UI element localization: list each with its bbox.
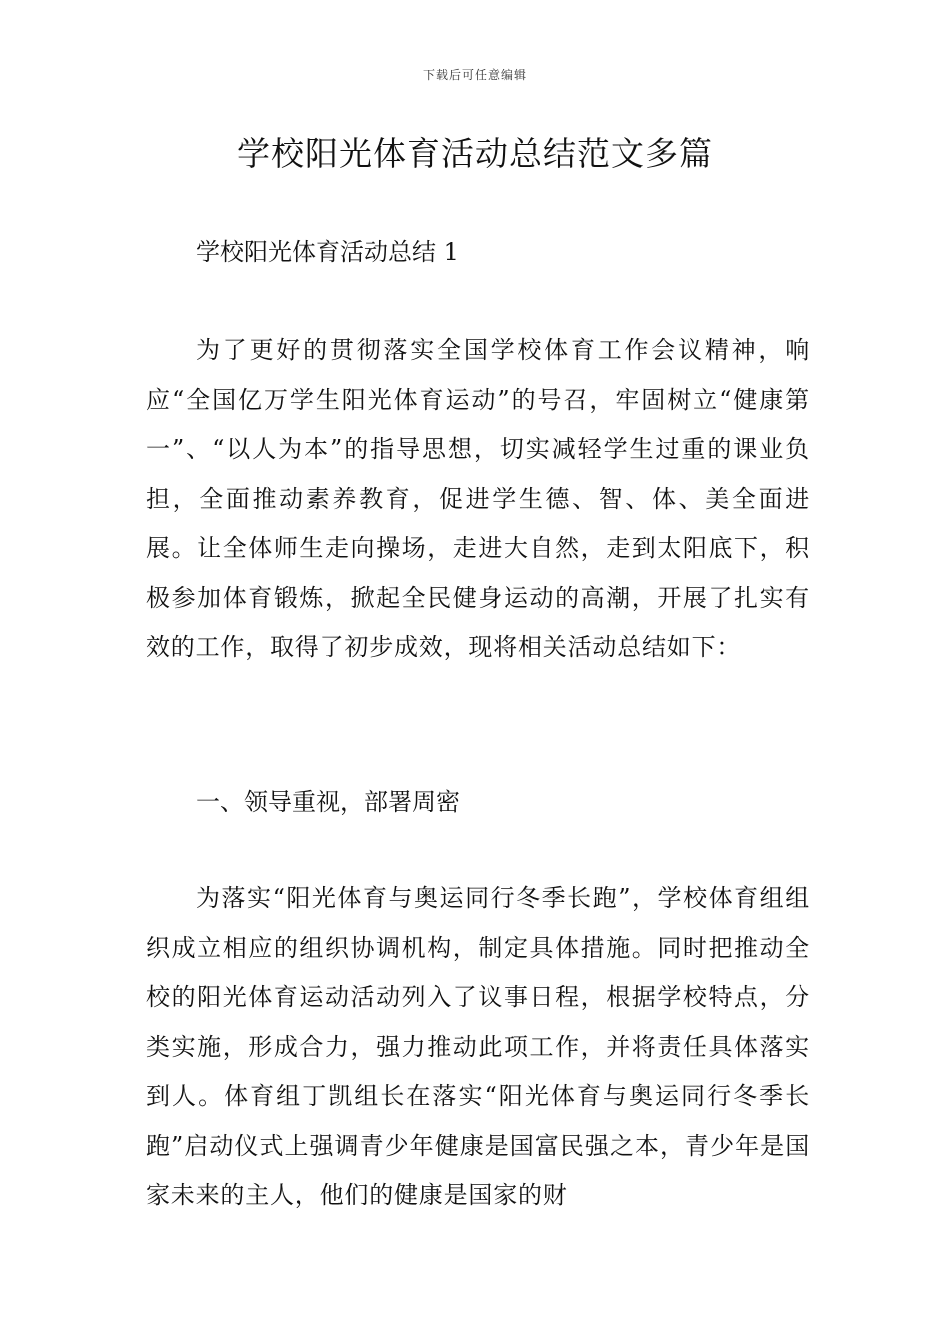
paragraph-leadership: 为落实“阳光体育与奥运同行冬季长跑”，学校体育组组织成立相应的组织协调机构，制定具体措施。同时把推动全校的阳光体育运动活动列入了议事日程，根据学校特点，分类实施，形成合力，强力推动此项工作，并将责任具体落实到人。体育组丁凯组长在落实“阳光体育与奥运同行冬季长跑”启动仪式上强调青少年健康是国富民强之本，青少年是国家未来的主人，他们的健康是国家的财: [146, 884, 810, 1209]
section-title: 学校阳光体育活动总结 1: [196, 238, 459, 266]
page-header-note: 下载后可任意编辑: [422, 68, 527, 82]
document-title: 学校阳光体育活动总结范文多篇: [237, 134, 713, 173]
section-heading-1: 一、领导重视，部署周密: [196, 788, 460, 816]
paragraph-intro: 为了更好的贯彻落实全国学校体育工作会议精神，响应“全国亿万学生阳光体育运动”的号召，牢固树立“健康第一”、“以人为本”的指导思想，切实减轻学生过重的课业负担，全面推动素养教育，促进学生德、智、体、美全面进展。让全体师生走向操场，走进大自然，走到太阳底下，积极参加体育锻炼，掀起全民健身运动的高潮，开展了扎实有效的工作，取得了初步成效，现将相关活动总结如下：: [146, 336, 810, 661]
